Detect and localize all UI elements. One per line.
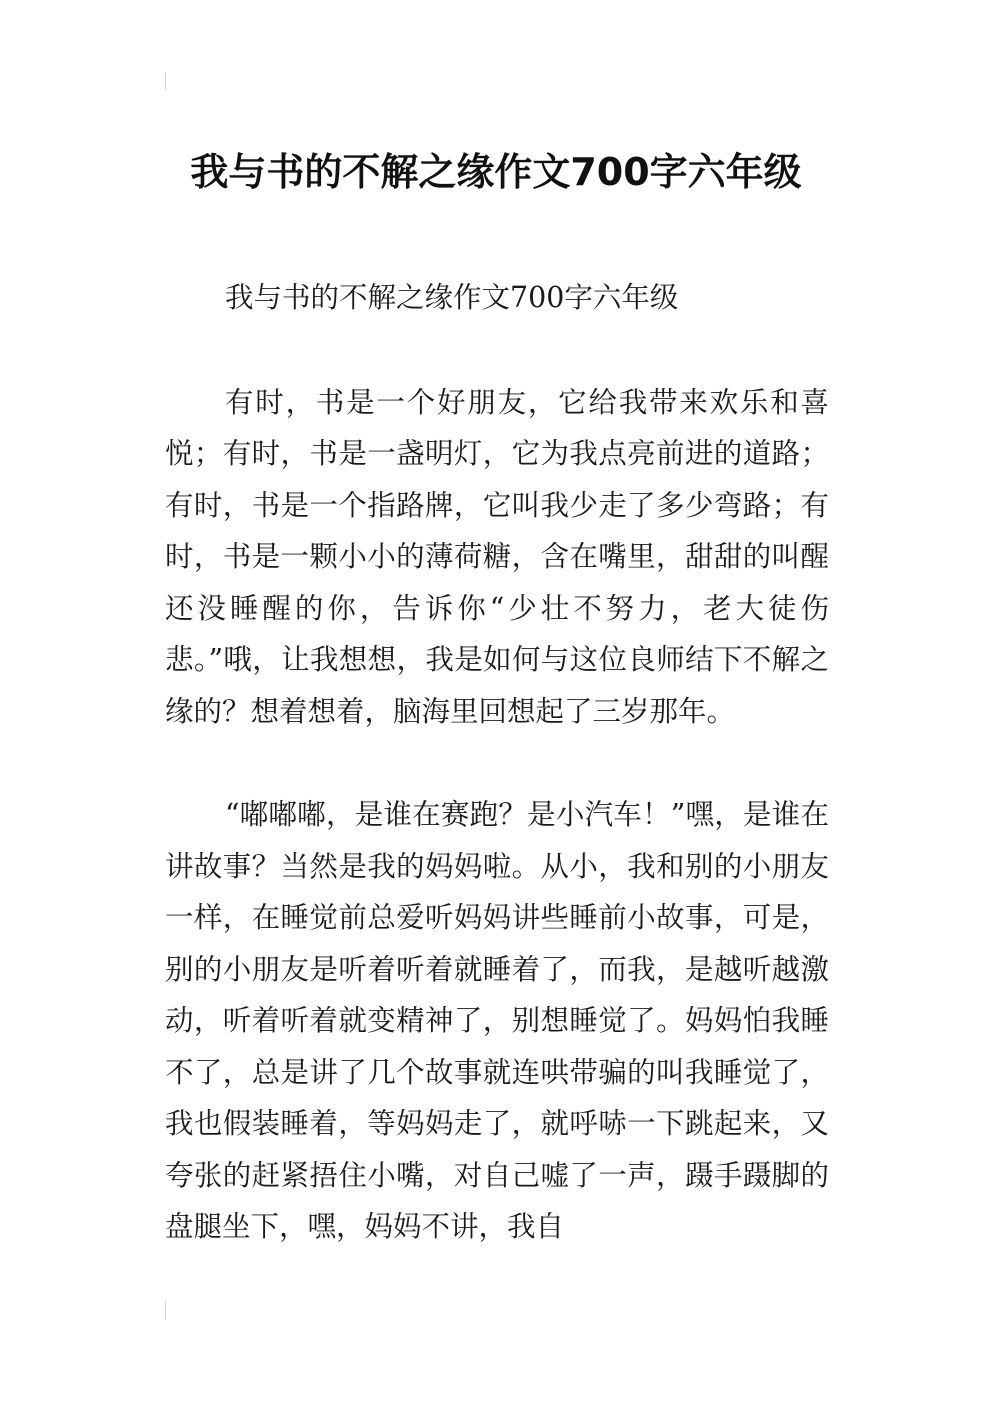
document-body xyxy=(165,272,829,1253)
page-corner-mark-bottom xyxy=(165,1300,166,1320)
document-title: 我与书的不解之缘作文700字六年级 xyxy=(190,150,802,195)
paragraph-2: “嘟嘟嘟，是谁在赛跑？是小汽车！”嘿，是谁在讲故事？当然是我的妈妈啦。从小，我和别的小朋友一样，在睡觉前总爱听妈妈讲些睡前小故事，可是，别的小朋友是听着听着就睡着了，而我，是越听越激动，听着听着就变精神了，别想睡觉了。妈妈怕我睡不了，总是讲了几个故事就连哄带骗的叫我睡觉了，我也假装睡着，等妈妈走了，就呼哧一下跳起来，又夸张的赶紧捂住小嘴，对自己嘘了一声，蹑手蹑脚的盘腿坐下，嘿，妈妈不讲，我自 xyxy=(165,798,829,1243)
page-corner-mark-top xyxy=(165,72,166,90)
paragraph-1: 有时，书是一个好朋友，它给我带来欢乐和喜悦；有时，书是一盏明灯，它为我点亮前进的道路；有时，书是一个指路牌，它叫我少走了多少弯路；有时，书是一颗小小的薄荷糖，含在嘴里，甜甜的叫醒还没睡醒的你，告诉你“少壮不努力，老大徒伤悲。”哦，让我想想，我是如何与这位良师结下不解之缘的？想着想着，脑海里回想起了三岁那年。 xyxy=(165,385,829,728)
document-subtitle: 我与书的不解之缘作文700字六年级 xyxy=(225,281,679,314)
paragraph-spacer xyxy=(165,737,829,789)
paragraph-spacer xyxy=(165,324,829,377)
